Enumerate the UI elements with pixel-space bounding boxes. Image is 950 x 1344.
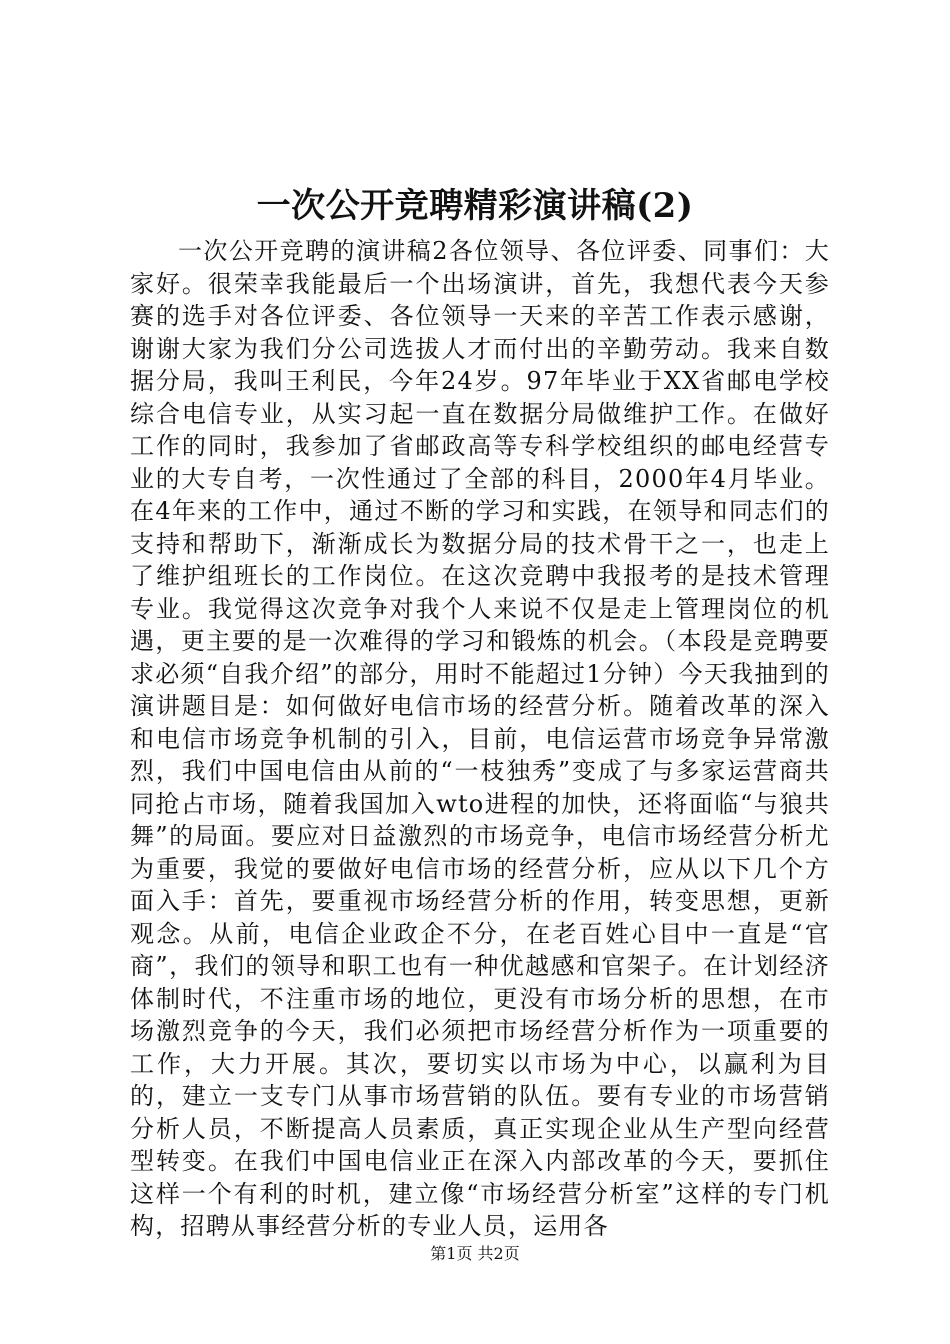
- page-footer: 第1页 共2页: [430, 1244, 520, 1263]
- document-body-paragraph: 一次公开竞聘的演讲稿2各位领导、各位评委、同事们：大家好。很荣幸我能最后一个出场演讲，首先，我想代表今天参赛的选手对各位评委、各位领导一天来的辛苦工作表示感谢，谢谢大家为我们分公司选拔人才而付出的辛勤劳动。我来自数据分局，我叫王利民，今年24岁。97年毕业于XX省邮电学校综合电信专业，从实习起一直在数据分局做维护工作。在做好工作的同时，我参加了省邮政高等专科学校组织的邮电经营专业的大专自考，一次性通过了全部的科目，2000年4月毕业。在4年来的工作中，通过不断的学习和实践，在领导和同志们的支持和帮助下，渐渐成长为数据分局的技术骨干之一，也走上了维护组班长的工作岗位。在这次竞聘中我报考的是技术管理专业。我觉得这次竞争对我个人来说不仅是走上管理岗位的机遇，更主要的是一次难得的学习和锻炼的机会。（本段是竞聘要求必须“自我介绍”的部分，用时不能超过1分钟）今天我抽到的演讲题目是：如何做好电信市场的经营分析。随着改革的深入和电信市场竞争机制的引入，目前，电信运营市场竞争异常激烈，我们中国电信由从前的“一枝独秀”变成了与多家运营商共同抢占市场，随着我国加入wto进程的加快，还将面临“与狼共舞”的局面。要应对日益激烈的市场竞争，电信市场经营分析尤为重要，我觉的要做好电信市场的经营分析，应从以下几个方面入手：首先，要重视市场经营分析的作用，转变思想，更新观念。从前，电信企业政企不分，在老百姓心目中一直是“官商”，我们的领导和职工也有一种优越感和官架子。在计划经济体制时代，不注重市场的地位，更没有市场分析的思想，在市场激烈竞争的今天，我们必须把市场经营分析作为一项重要的工作，大力开展。其次，要切实以市场为中心，以赢利为目的，建立一支专门从事市场营销的队伍。要有专业的市场营销分析人员，不断提高人员素质，真正实现企业从生产型向经营型转变。在我们中国电信业正在深入内部改革的今天，要抓住这样一个有利的时机，建立像“市场经营分析室”这样的专门机构，招聘从事经营分析的专业人员，运用各: [130, 237, 830, 1240]
- document-title: 一次公开竞聘精彩演讲稿(2): [256, 186, 694, 226]
